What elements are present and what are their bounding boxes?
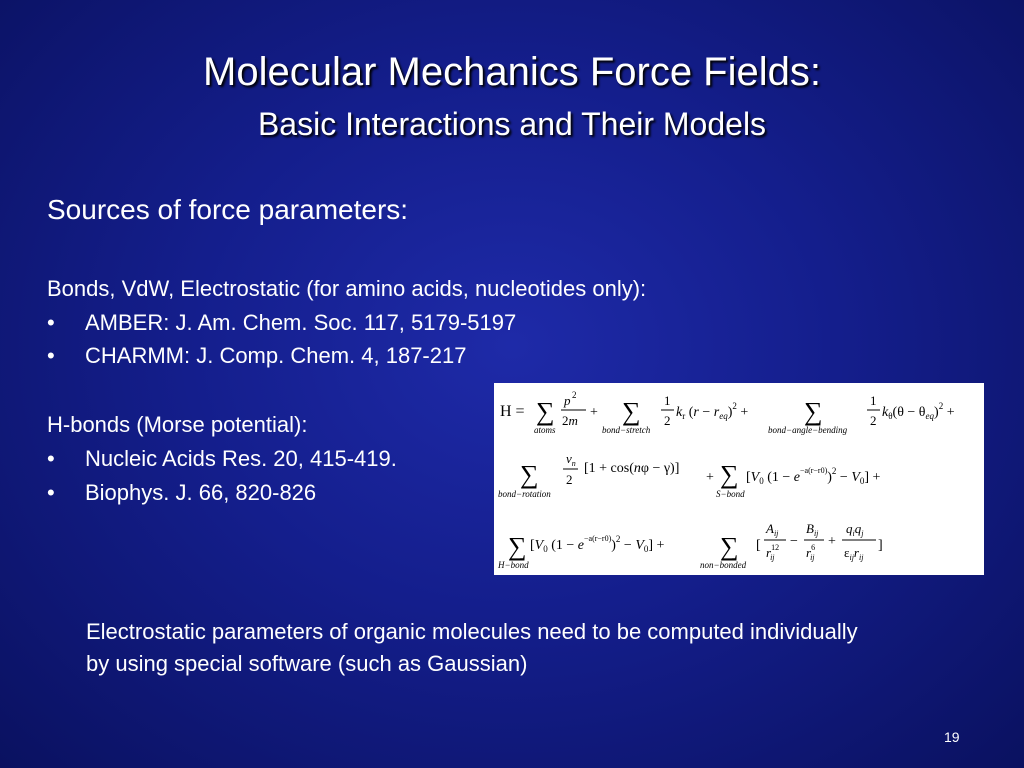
eq-bracket-open: [ [756, 538, 761, 553]
eq-eps-rij: $\varepsilon_{ij}r_{ij}$ [844, 545, 864, 562]
eq-plus: + [706, 470, 714, 485]
hbond-ref-nar [47, 444, 397, 474]
eq-label-stretch: bond−stretch [602, 425, 651, 435]
eq-sum-hbond: ∑ [508, 532, 527, 561]
eq-rotation-term: [1 + cos(nφ − γ)] [584, 461, 680, 476]
eq-p2-exp: 2 [572, 390, 577, 400]
bonds-heading: Bonds, VdW, Electrostatic (for amino acids, nucleotides only): [47, 276, 647, 301]
eq-vn-den: 2 [566, 472, 573, 487]
eq-rij12: $r^{12}$ ij [766, 543, 780, 562]
bullet-glyph: • [47, 446, 55, 471]
bullet-glyph: • [47, 343, 55, 368]
bonds-ref-amber-text: AMBER: J. Am. Chem. Soc. 117, 5179-5197 [85, 310, 517, 335]
eq-h-label: H = [500, 403, 525, 420]
bonds-ref-charmm-text: CHARMM: J. Comp. Chem. 4, 187-217 [85, 343, 467, 368]
eq-p2: p [564, 393, 571, 408]
eq-sum-sbond: ∑ [720, 460, 739, 489]
eq-aij: $A_{ij}$ [766, 521, 779, 538]
eq-plus: + [828, 534, 836, 549]
eq-half-den: 2 [870, 413, 877, 428]
electrostatic-note-text: Electrostatic parameters of organic molecules need to be computed individually by using special software (such as Gaussian) [86, 619, 858, 676]
eq-half-den: 2 [664, 413, 671, 428]
bullet-glyph: • [47, 480, 55, 505]
eq-label-angle: bond−angle−bending [768, 425, 848, 435]
eq-sum-rotation: ∑ [520, 460, 539, 489]
eq-bracket-close: ] [878, 538, 883, 553]
eq-vn: $v_n$ [566, 451, 576, 468]
eq-label-sbond: S−bond [716, 489, 745, 499]
eq-angle-term: $k_\theta(\theta - \theta_{eq})^2$ + [882, 401, 955, 421]
eq-sum-atoms: ∑ [536, 397, 555, 426]
hbond-ref-nar-text: Nucleic Acids Res. 20, 415-419. [85, 446, 397, 471]
eq-bij: $B_{ij}$ [806, 521, 819, 538]
sources-heading: Sources of force parameters: [47, 194, 409, 225]
bonds-ref-amber [47, 308, 516, 338]
eq-label-nonbonded: non−bonded [700, 560, 747, 570]
eq-stretch-term: $k_r$ $(r - r_{eq})^2$ + [676, 401, 749, 421]
equation-image [494, 383, 984, 575]
slide-subtitle: Basic Interactions and Their Models [257, 106, 767, 142]
hbond-ref-biophys-text: Biophys. J. 66, 820-826 [85, 480, 317, 505]
hbond-ref-biophys [47, 478, 316, 508]
page-number: 19 [944, 729, 960, 745]
slide-title: Molecular Mechanics Force Fields: [203, 50, 821, 94]
eq-label-rotation: bond−rotation [498, 489, 551, 499]
bonds-ref-charmm [47, 341, 466, 371]
force-field-equation [494, 383, 984, 575]
eq-rij6: $r^6$ ij [806, 543, 816, 562]
eq-label-atoms: atoms [534, 425, 556, 435]
eq-sum-nonbonded: ∑ [720, 532, 739, 561]
hbond-heading: H-bonds (Morse potential): [47, 412, 308, 437]
eq-plus: + [590, 405, 598, 420]
eq-minus: − [790, 534, 798, 549]
eq-sum-stretch: ∑ [622, 397, 641, 426]
eq-half-num: 1 [870, 393, 877, 408]
eq-2m: 2m [562, 413, 578, 428]
eq-morse-h-term: [$V_0$ $(1 - e^{-a(r-r0)})^2 - V_0$] + [530, 534, 665, 554]
electrostatic-note [86, 616, 866, 680]
bullet-glyph: • [47, 310, 55, 335]
eq-label-hbond: H−bond [498, 560, 529, 570]
eq-morse-s-term: [$V_0$ $(1 - e^{-a(r-r0)})^2 - V_0$] + [746, 466, 881, 486]
eq-sum-angle: ∑ [804, 397, 823, 426]
eq-half-num: 1 [664, 393, 671, 408]
eq-qiqj: $q_iq_j$ [846, 521, 864, 538]
